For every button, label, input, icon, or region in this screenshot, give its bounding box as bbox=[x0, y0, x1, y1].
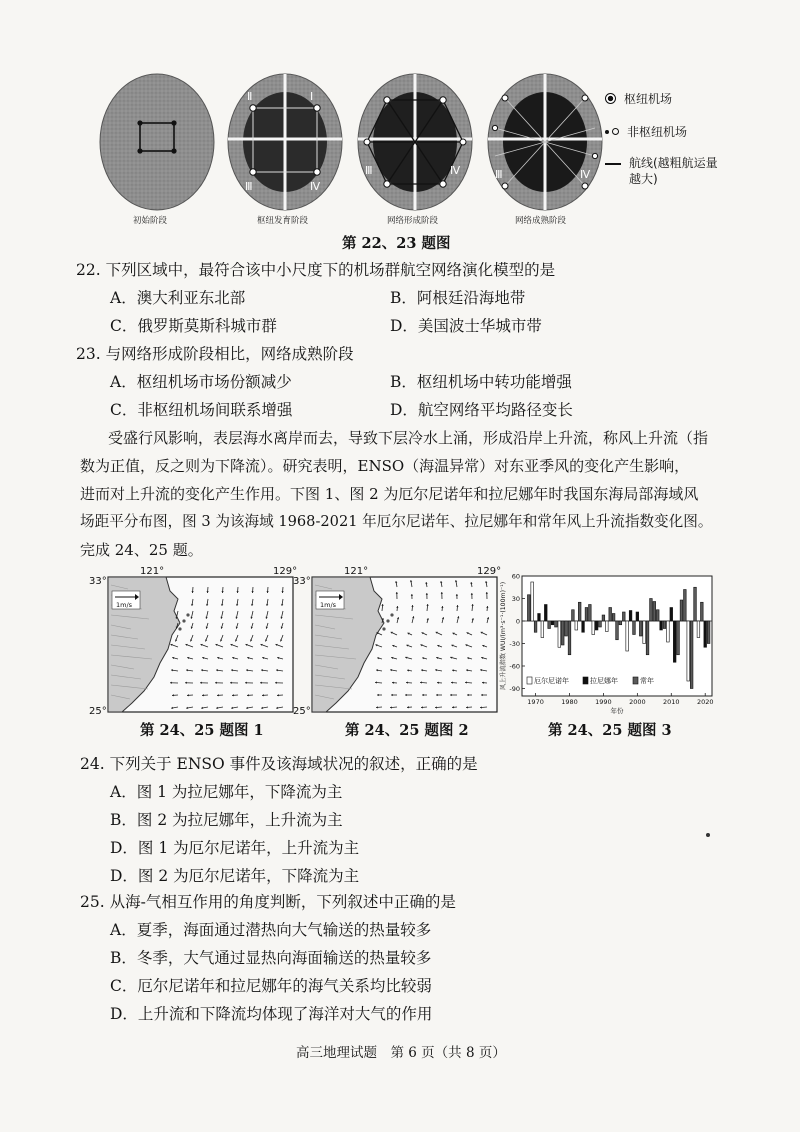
bar-normal bbox=[572, 610, 575, 621]
bar-la-nina bbox=[544, 605, 547, 622]
q23-option-d: D．航空网络平均路径变长 bbox=[390, 401, 573, 419]
quadrant-label: Ⅳ bbox=[450, 164, 461, 177]
legend-swatch bbox=[527, 677, 532, 684]
q25-stem: 25. 从海-气相互作用的角度判断，下列叙述中正确的是 bbox=[80, 893, 456, 911]
q24-option-a: A．图 1 为拉尼娜年，下降流为主 bbox=[110, 783, 343, 801]
legend-swatch bbox=[633, 677, 638, 684]
x-tick-label: 2000 bbox=[629, 698, 646, 706]
passage-line: 场距平分布图，图 3 为该海域 1968-2021 年厄尔尼诺年、拉尼娜年和常年风上升流指数变化图。 bbox=[80, 513, 713, 530]
bar-el-nino bbox=[531, 582, 534, 621]
quadrant-label: Ⅲ bbox=[495, 168, 503, 181]
legend-label: 厄尔尼诺年 bbox=[534, 677, 569, 685]
lat-label-bottom: 25° bbox=[293, 706, 311, 715]
bar-la-nina bbox=[636, 612, 639, 621]
passage-line: 受盛行风影响，表层海水离岸而去，导致下层冷水上涌，形成沿岸上升流，称风上升流（指 bbox=[108, 429, 709, 447]
stage-initial-diagram bbox=[100, 74, 214, 210]
q25-option-d: D．上升流和下降流均体现了海洋对大气的作用 bbox=[110, 1005, 433, 1023]
wind-map-2 bbox=[292, 565, 507, 715]
bar-normal bbox=[616, 621, 619, 640]
bar-normal bbox=[684, 590, 687, 622]
y-tick-label: -30 bbox=[509, 640, 520, 648]
bar-normal bbox=[612, 614, 615, 622]
bar-la-nina bbox=[660, 621, 663, 630]
bar-normal bbox=[565, 621, 568, 636]
lat-label-bottom: 25° bbox=[89, 706, 107, 715]
bar-normal bbox=[646, 621, 649, 655]
fig1-caption: 第 22、23 题图 bbox=[342, 235, 451, 252]
quadrant-label: Ⅳ bbox=[310, 180, 321, 193]
bar-normal bbox=[650, 599, 653, 622]
q24-option-b: B．图 2 为拉尼娜年，上升流为主 bbox=[110, 811, 343, 829]
bar-normal bbox=[602, 615, 605, 621]
y-tick-label: -90 bbox=[509, 685, 520, 693]
island bbox=[178, 627, 181, 630]
lat-label-top: 33° bbox=[89, 576, 107, 587]
passage-line: 完成 24、25 题。 bbox=[80, 541, 203, 559]
quadrant-label: Ⅳ bbox=[580, 168, 591, 181]
bar-normal bbox=[578, 602, 581, 621]
bar-normal bbox=[589, 605, 592, 622]
scale-label: 1m/s bbox=[116, 601, 133, 609]
legend-label: 拉尼娜年 bbox=[590, 677, 618, 685]
q25-option-c: C．厄尔尼诺年和拉尼娜年的海气关系均比较弱 bbox=[110, 977, 432, 995]
lon-label-left: 121° bbox=[140, 566, 165, 577]
wui-bar-chart bbox=[498, 570, 720, 718]
chart-caption: 第 24、25 题图 3 bbox=[548, 722, 672, 739]
scale-label: 1m/s bbox=[320, 601, 337, 609]
q23-option-a: A．枢纽机场市场份额减少 bbox=[110, 373, 292, 391]
bar-la-nina bbox=[551, 621, 554, 625]
quadrant-label: Ⅲ bbox=[245, 180, 253, 193]
bar-la-nina bbox=[670, 608, 673, 622]
island bbox=[386, 619, 389, 622]
legend-label: 常年 bbox=[640, 677, 654, 685]
q25-option-b: B．冬季，大气通过显热向海面输送的热量较多 bbox=[110, 949, 432, 967]
y-tick-label: 0 bbox=[515, 617, 520, 626]
map2-caption: 第 24、25 题图 2 bbox=[345, 722, 469, 739]
page-footer: 高三地理试题 第 6 页（共 8 页） bbox=[296, 1045, 506, 1061]
q24-option-d: D．图 2 为厄尔尼诺年，下降流为主 bbox=[110, 867, 360, 885]
bar-el-nino bbox=[626, 621, 629, 651]
lon-label-right: 129° bbox=[477, 566, 502, 577]
bar-normal bbox=[700, 602, 703, 621]
bar-normal bbox=[707, 621, 710, 644]
bar-normal bbox=[680, 600, 683, 621]
bar-normal bbox=[534, 621, 537, 632]
q22-option-b: B．阿根廷沿海地带 bbox=[390, 289, 526, 307]
legend-hub: 枢纽机场 bbox=[605, 90, 735, 107]
x-tick-label: 1980 bbox=[561, 698, 578, 706]
stage-label: 网络成熟阶段 bbox=[515, 216, 567, 226]
stage-network-mature-diagram bbox=[488, 74, 602, 210]
q23-stem: 23. 与网络形成阶段相比，网络成熟阶段 bbox=[76, 345, 354, 363]
q23-option-c: C．非枢纽机场间联系增强 bbox=[110, 401, 293, 419]
bar-normal bbox=[690, 621, 693, 689]
bar-normal bbox=[633, 621, 636, 635]
legend-swatch bbox=[583, 677, 588, 684]
lon-label-right: 129° bbox=[273, 566, 298, 577]
bar-normal bbox=[677, 621, 680, 655]
bar-normal bbox=[639, 621, 642, 636]
route-line-icon bbox=[605, 163, 621, 165]
bar-normal bbox=[548, 621, 551, 629]
bar-la-nina bbox=[673, 621, 676, 662]
quadrant-label: Ⅰ bbox=[310, 90, 314, 103]
x-tick-label: 2010 bbox=[663, 698, 680, 706]
bar-normal bbox=[622, 612, 625, 621]
lat-label-top: 33° bbox=[293, 576, 311, 587]
bar-el-nino bbox=[667, 621, 670, 642]
bar-normal bbox=[527, 595, 530, 621]
bar-el-nino bbox=[687, 621, 690, 681]
lon-label-left: 121° bbox=[344, 566, 369, 577]
passage-line: 数为正值，反之则为下降流）。研究表明，ENSO（海温异常）对东亚季风的变化产生影响， bbox=[80, 457, 690, 475]
x-tick-label: 1970 bbox=[527, 698, 544, 706]
q24-stem: 24. 下列关于 ENSO 事件及该海域状况的叙述，正确的是 bbox=[80, 755, 478, 773]
legend-nonhub: 非枢纽机场 bbox=[605, 123, 735, 140]
stage-hub-growth-diagram bbox=[228, 74, 342, 210]
bar-la-nina bbox=[704, 621, 707, 647]
passage-line: 进而对上升流的变化产生作用。下图 1、图 2 为厄尔尼诺年和拉尼娜年时我国东海局部海域风 bbox=[80, 485, 699, 503]
bar-el-nino bbox=[575, 621, 578, 630]
bar-normal bbox=[663, 621, 666, 629]
bar-normal bbox=[653, 602, 656, 622]
y-axis-label: 风上升流指数 WUI/(m³·s⁻¹·(100m)⁻¹) bbox=[500, 581, 507, 691]
stage-label: 初始阶段 bbox=[133, 216, 168, 226]
bar-el-nino bbox=[643, 621, 646, 644]
bar-normal bbox=[694, 587, 697, 621]
island bbox=[186, 613, 189, 616]
y-tick-label: 30 bbox=[511, 595, 520, 603]
bar-normal bbox=[568, 621, 571, 655]
q23-option-b: B．枢纽机场中转功能增强 bbox=[390, 373, 572, 391]
x-tick-label: 1990 bbox=[595, 698, 612, 706]
map1-caption: 第 24、25 题图 1 bbox=[140, 722, 264, 739]
bar-normal bbox=[619, 621, 622, 625]
bar-normal bbox=[656, 610, 659, 621]
hub-airport-icon bbox=[605, 93, 616, 104]
q22-option-d: D．美国波士华城市带 bbox=[390, 317, 542, 335]
y-tick-label: -60 bbox=[509, 662, 520, 671]
bar-el-nino bbox=[592, 621, 595, 635]
bar-normal bbox=[555, 621, 558, 627]
stage-network-formation-diagram bbox=[358, 74, 472, 210]
wind-map-1 bbox=[88, 565, 303, 715]
island bbox=[390, 613, 393, 616]
bar-la-nina bbox=[595, 621, 598, 630]
legend-route: 航线(越粗航运量越大) bbox=[605, 156, 735, 187]
bar-la-nina bbox=[629, 611, 632, 622]
bar-la-nina bbox=[538, 614, 541, 622]
x-axis-label: 年份 bbox=[610, 707, 624, 715]
y-tick-label: 60 bbox=[511, 572, 520, 581]
q24-option-c: D．图 1 为厄尔尼诺年，上升流为主 bbox=[110, 839, 360, 857]
q22-option-a: A．澳大利亚东北部 bbox=[110, 289, 246, 307]
island bbox=[382, 627, 385, 630]
fig1-legend bbox=[605, 90, 735, 187]
bar-la-nina bbox=[582, 621, 585, 632]
x-tick-label: 2020 bbox=[696, 698, 714, 706]
bar-el-nino bbox=[558, 621, 561, 647]
bar-normal bbox=[561, 621, 564, 645]
bar-normal bbox=[585, 608, 588, 622]
stage-label: 枢纽发育阶段 bbox=[257, 216, 309, 226]
stray-mark bbox=[706, 833, 710, 837]
bar-el-nino bbox=[697, 621, 700, 638]
bar-el-nino bbox=[605, 621, 608, 632]
bar-normal bbox=[609, 608, 612, 622]
q25-option-a: A．夏季，海面通过潜热向大气输送的热量较多 bbox=[110, 921, 432, 939]
q22-option-c: C．俄罗斯莫斯科城市群 bbox=[110, 317, 277, 335]
quadrant-label: Ⅱ bbox=[247, 90, 253, 103]
stage-label: 网络形成阶段 bbox=[387, 216, 439, 226]
island bbox=[182, 619, 185, 622]
quadrant-label: Ⅲ bbox=[365, 164, 373, 177]
bar-el-nino bbox=[541, 621, 544, 638]
bar-normal bbox=[599, 621, 602, 627]
q22-stem: 22. 下列区域中，最符合该中小尺度下的机场群航空网络演化模型的是 bbox=[76, 261, 556, 279]
network-evolution-figure bbox=[95, 68, 735, 253]
nonhub-airport-icon bbox=[605, 128, 619, 135]
